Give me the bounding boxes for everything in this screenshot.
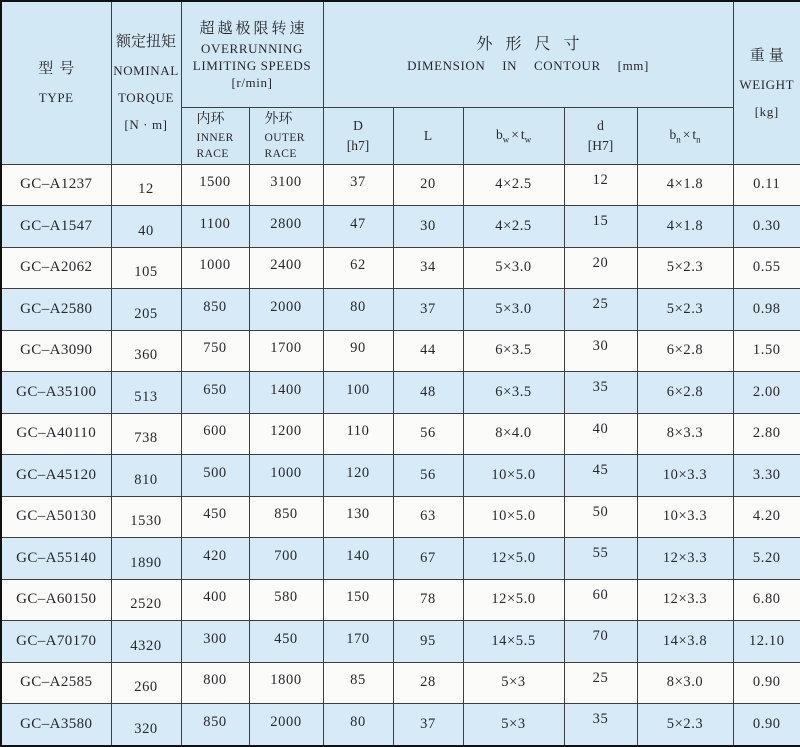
cell-type: GC–A55140 [1,538,111,580]
cell-weight: 6.80 [733,579,800,621]
cell-D: 37 [323,164,393,206]
cell-L: 56 [393,455,463,497]
header-torque-zh: 额定扭矩 [115,34,176,51]
header-weight [733,1,800,164]
header-speeds-unit: [r/min] [231,74,273,90]
table-row [1,413,800,455]
table-row [1,164,800,206]
cell-outer-race: 1700 [249,330,323,372]
cell-type: GC–A60150 [1,579,111,621]
cell-torque: 12 [111,164,181,206]
cell-L: 28 [393,662,463,704]
cell-type: GC–A50130 [1,496,111,538]
header-dimension [323,1,733,107]
table-row [1,289,800,331]
cell-outer-race: 700 [249,538,323,580]
cell-bn-tn: 12×3.3 [637,579,733,621]
header-inner-en2: RACE [196,147,229,160]
cell-torque: 2520 [111,579,181,621]
cell-weight: 0.90 [733,662,800,704]
header-speeds-en1: OVERRUNNING [201,40,303,56]
cell-bn-tn: 8×3.0 [637,662,733,704]
header-outer-en2: RACE [264,147,297,160]
cell-weight: 4.20 [733,496,800,538]
cell-bw-tw: 5×3.0 [463,247,564,289]
cell-bw-tw: 14×5.5 [463,621,564,663]
bw-sub2: w [524,134,532,145]
cell-type: GC–A3580 [1,704,111,747]
table-row [1,455,800,497]
header-col-d-base: d [597,117,604,133]
header-col-bn-tn [637,107,733,164]
cell-d: 25 [564,289,637,331]
header-col-D-unit: [h7] [346,137,370,153]
cell-bw-tw: 5×3 [463,662,564,704]
cell-bw-tw: 5×3 [463,704,564,747]
header-torque-en1: NOMINAL [113,63,179,79]
cell-bn-tn: 12×3.3 [637,538,733,580]
bn-op: × [682,126,691,142]
cell-bn-tn: 6×2.8 [637,330,733,372]
header-speeds-zh: 超越极限转速 [199,20,308,37]
cell-torque: 738 [111,413,181,455]
cell-bw-tw: 5×3.0 [463,289,564,331]
header-outer-en1: OUTER [264,131,305,144]
table-row [1,206,800,248]
cell-D: 100 [323,372,393,414]
header-speeds-en2: LIMITING SPEEDS [192,57,312,73]
cell-weight: 0.90 [733,704,800,747]
table-row [1,247,800,289]
cell-torque: 1530 [111,496,181,538]
cell-bw-tw: 4×2.5 [463,206,564,248]
cell-type: GC–A40110 [1,413,111,455]
header-inner-zh: 内环 [196,111,225,127]
cell-torque: 320 [111,704,181,747]
header-col-L-base: L [423,127,433,143]
header-outer-zh: 外环 [264,111,293,127]
cell-outer-race: 450 [249,621,323,663]
cell-bw-tw: 6×3.5 [463,330,564,372]
cell-torque: 105 [111,247,181,289]
header-torque-unit: [N · m] [124,117,168,133]
cell-weight: 3.30 [733,455,800,497]
cell-L: 30 [393,206,463,248]
cell-d: 30 [564,330,637,372]
cell-d: 20 [564,247,637,289]
header-col-L [393,107,463,164]
cell-D: 170 [323,621,393,663]
cell-outer-race: 580 [249,579,323,621]
header-type [1,1,111,164]
cell-type: GC–A1547 [1,206,111,248]
cell-type: GC–A35100 [1,372,111,414]
cell-torque: 810 [111,455,181,497]
cell-d: 40 [564,413,637,455]
table-row [1,621,800,663]
cell-d: 70 [564,621,637,663]
bw-op: × [511,126,519,142]
cell-D: 80 [323,289,393,331]
header-weight-unit: [kg] [754,103,779,119]
header-outer-race [249,107,323,164]
cell-d: 50 [564,496,637,538]
cell-inner-race: 800 [181,662,249,704]
cell-outer-race: 2800 [249,206,323,248]
bw-sub1: w [502,134,510,145]
header-col-D-base: D [353,117,363,133]
table-row [1,330,800,372]
cell-inner-race: 450 [181,496,249,538]
cell-torque: 1890 [111,538,181,580]
cell-L: 37 [393,704,463,747]
header-col-d [564,107,637,164]
cell-outer-race: 3100 [249,164,323,206]
cell-inner-race: 1100 [181,206,249,248]
cell-inner-race: 750 [181,330,249,372]
cell-type: GC–A2585 [1,662,111,704]
cell-bw-tw: 10×5.0 [463,496,564,538]
cell-bn-tn: 14×3.8 [637,621,733,663]
cell-outer-race: 1800 [249,662,323,704]
cell-L: 20 [393,164,463,206]
cell-weight: 0.98 [733,289,800,331]
bw-base1: b [495,126,503,142]
cell-inner-race: 420 [181,538,249,580]
cell-bn-tn: 10×3.3 [637,496,733,538]
cell-bn-tn: 5×2.3 [637,704,733,747]
cell-inner-race: 850 [181,289,249,331]
cell-inner-race: 1000 [181,247,249,289]
cell-L: 95 [393,621,463,663]
cell-D: 140 [323,538,393,580]
bn-base2: t [692,126,697,142]
cell-bn-tn: 10×3.3 [637,455,733,497]
cell-weight: 2.80 [733,413,800,455]
cell-L: 56 [393,413,463,455]
cell-outer-race: 2000 [249,704,323,747]
cell-bw-tw: 6×3.5 [463,372,564,414]
cell-d: 35 [564,372,637,414]
cell-inner-race: 850 [181,704,249,747]
cell-inner-race: 600 [181,413,249,455]
cell-L: 34 [393,247,463,289]
cell-type: GC–A2062 [1,247,111,289]
cell-D: 130 [323,496,393,538]
bw-base2: t [520,126,525,142]
header-torque-en2: TORQUE [117,90,175,106]
cell-weight: 0.30 [733,206,800,248]
cell-bn-tn: 6×2.8 [637,372,733,414]
bn-base1: b [669,126,677,142]
header-dimension-zh: 外形尺寸 [476,35,593,53]
cell-bn-tn: 4×1.8 [637,164,733,206]
table-row [1,662,800,704]
cell-torque: 360 [111,330,181,372]
cell-L: 37 [393,289,463,331]
cell-torque: 205 [111,289,181,331]
cell-bw-tw: 12×5.0 [463,579,564,621]
cell-type: GC–A70170 [1,621,111,663]
cell-L: 44 [393,330,463,372]
cell-bw-tw: 8×4.0 [463,413,564,455]
cell-L: 63 [393,496,463,538]
cell-D: 85 [323,662,393,704]
cell-inner-race: 650 [181,372,249,414]
cell-weight: 0.55 [733,247,800,289]
cell-weight: 12.10 [733,621,800,663]
header-col-D [323,107,393,164]
cell-bn-tn: 5×2.3 [637,247,733,289]
header-type-zh: 型号 [38,61,81,78]
cell-type: GC–A2580 [1,289,111,331]
cell-torque: 40 [111,206,181,248]
cell-L: 48 [393,372,463,414]
table-row [1,538,800,580]
cell-D: 150 [323,579,393,621]
cell-d: 45 [564,455,637,497]
cell-D: 47 [323,206,393,248]
cell-outer-race: 1000 [249,455,323,497]
bn-sub2: n [696,134,701,145]
cell-torque: 513 [111,372,181,414]
header-col-bw-tw [463,107,564,164]
cell-outer-race: 1400 [249,372,323,414]
header-inner-race [181,107,249,164]
cell-L: 67 [393,538,463,580]
cell-D: 120 [323,455,393,497]
table-row [1,579,800,621]
cell-d: 12 [564,164,637,206]
cell-inner-race: 400 [181,579,249,621]
header-inner-en1: INNER [196,131,234,144]
cell-d: 55 [564,538,637,580]
cell-outer-race: 850 [249,496,323,538]
table-row [1,372,800,414]
cell-weight: 2.00 [733,372,800,414]
cell-D: 80 [323,704,393,747]
header-nominal-torque [111,1,181,164]
cell-D: 90 [323,330,393,372]
cell-d: 60 [564,579,637,621]
table-row [1,496,800,538]
cell-outer-race: 2000 [249,289,323,331]
header-type-en: TYPE [38,90,74,106]
header-col-d-unit: [H7] [587,137,614,153]
cell-bw-tw: 12×5.0 [463,538,564,580]
cell-d: 15 [564,206,637,248]
cell-torque: 4320 [111,621,181,663]
cell-D: 110 [323,413,393,455]
cell-bn-tn: 4×1.8 [637,206,733,248]
cell-bw-tw: 10×5.0 [463,455,564,497]
cell-torque: 260 [111,662,181,704]
cell-outer-race: 2400 [249,247,323,289]
cell-L: 78 [393,579,463,621]
header-dimension-en: DIMENSION IN CONTOUR [mm] [407,57,649,73]
cell-weight: 1.50 [733,330,800,372]
cell-weight: 5.20 [733,538,800,580]
table-row [1,704,800,747]
cell-D: 62 [323,247,393,289]
cell-weight: 0.11 [733,164,800,206]
header-weight-zh: 重量 [749,47,788,64]
cell-type: GC–A1237 [1,164,111,206]
cell-type: GC–A45120 [1,455,111,497]
cell-d: 25 [564,662,637,704]
cell-type: GC–A3090 [1,330,111,372]
cell-inner-race: 300 [181,621,249,663]
header-overrunning-speeds [181,1,323,107]
header-weight-en: WEIGHT [739,76,795,92]
cell-outer-race: 1200 [249,413,323,455]
cell-inner-race: 500 [181,455,249,497]
cell-bn-tn: 5×2.3 [637,289,733,331]
cell-bw-tw: 4×2.5 [463,164,564,206]
cell-d: 35 [564,704,637,747]
bn-sub1: n [676,134,681,145]
cell-inner-race: 1500 [181,164,249,206]
cell-bn-tn: 8×3.3 [637,413,733,455]
